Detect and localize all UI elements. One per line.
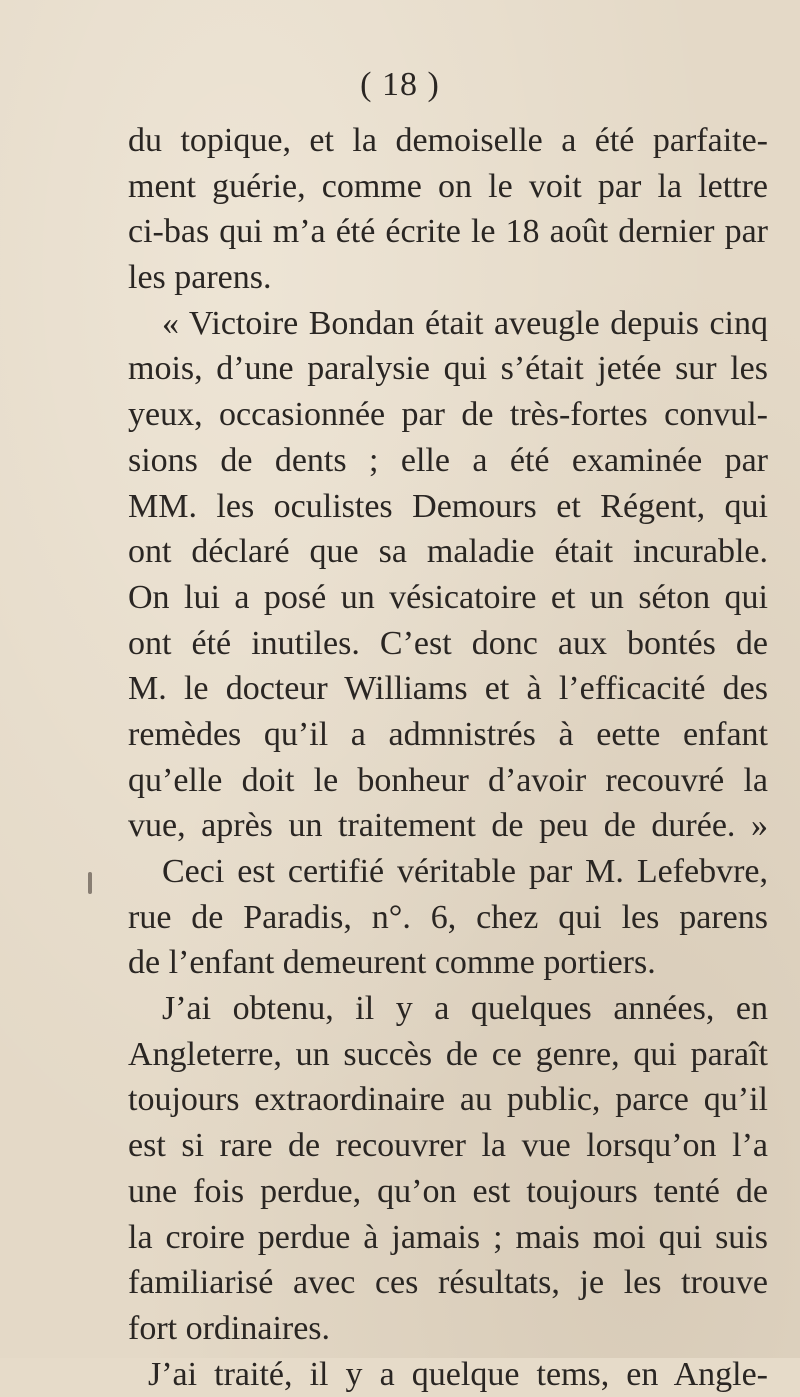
text-line: du topique, et la demoiselle a été parfaite-: [128, 122, 768, 159]
text-line: rue de Paradis, n°. 6, chez qui les parens: [128, 898, 768, 936]
text-line: Ceci est certifié véritable par M. Lefebvre,: [162, 853, 768, 890]
text-line: « Victoire Bondan était aveugle depuis cinq: [162, 304, 768, 342]
body-text: [128, 118, 768, 1397]
text-line: mois, d’une paralysie qui s’était jetée sur les: [128, 350, 768, 388]
text-line: familiarisé avec ces résultats, je les trouve: [128, 1264, 768, 1302]
text-line: fort ordinaires.: [128, 1309, 331, 1347]
text-line: ci-bas qui m’a été écrite le 18 août dernier par: [128, 213, 768, 251]
text-line: J’ai obtenu, il y a quelques années, en: [162, 990, 768, 1028]
text-line: une fois perdue, qu’on est toujours tenté de: [128, 1172, 768, 1210]
text-line: de l’enfant demeurent comme portiers.: [128, 944, 656, 982]
text-line: remèdes qu’il a admnistrés à eette enfant: [128, 715, 768, 753]
text-line: toujours extraordinaire au public, parce qu’il: [128, 1081, 768, 1119]
text-line: est si rare de recouvrer la vue lorsqu’on l’a: [128, 1127, 768, 1165]
text-line: vue, après un traitement de peu de durée. »: [128, 807, 768, 845]
text-line: M. le docteur Williams et à l’efficacité des: [128, 670, 768, 708]
text-line: On lui a posé un vésicatoire et un séton qui: [128, 578, 768, 616]
text-line: ont été inutiles. C’est donc aux bontés de: [128, 624, 768, 662]
text-line: qu’elle doit le bonheur d’avoir recouvré la: [128, 761, 768, 799]
text-line: ont déclaré que sa maladie était incurable.: [128, 533, 768, 571]
text-line: la croire perdue à jamais ; mais moi qui suis: [128, 1218, 768, 1256]
text-line: sions de dents ; elle a été examinée par: [128, 441, 768, 479]
text-line: yeux, occasionnée par de très-fortes convul-: [128, 396, 768, 434]
text-line: Angleterre, un succès de ce genre, qui paraît: [128, 1035, 768, 1073]
text-line: ment guérie, comme on le voit par la lettre: [128, 167, 768, 205]
text-line: les parens.: [128, 259, 272, 297]
text-line: J’ai traité, il y a quelque tems, en Angle-: [148, 1355, 768, 1393]
text-line: MM. les oculistes Demours et Régent, qui: [128, 487, 768, 525]
page-number: ( 18 ): [360, 66, 440, 103]
margin-ink-mark: [88, 872, 92, 894]
